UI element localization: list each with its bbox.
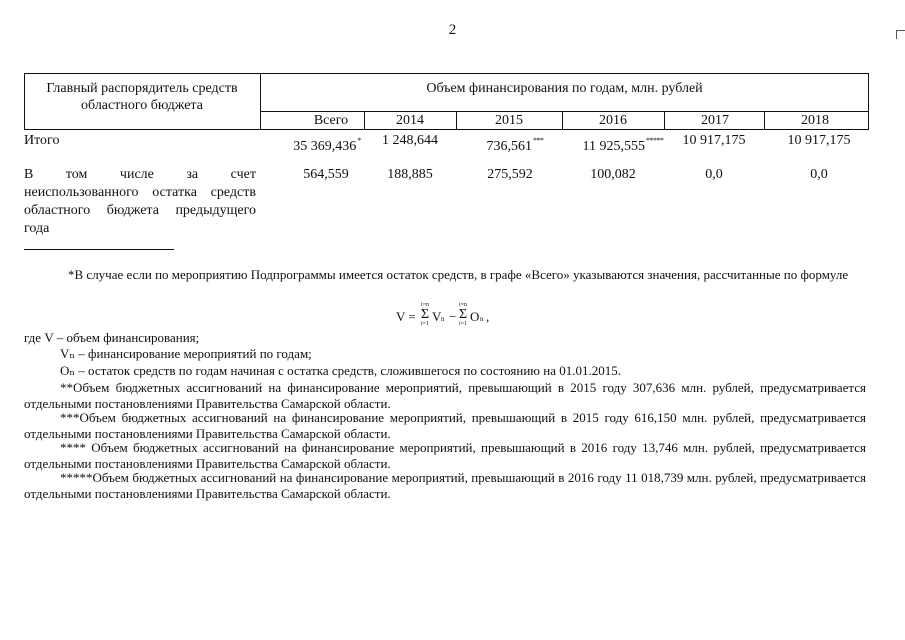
formula-lhs: V = <box>396 309 416 324</box>
row-total-2016: 11 925,555 <box>582 139 645 154</box>
vn-text: – финансирование мероприятий по годам; <box>78 346 312 361</box>
col-divider <box>664 111 665 129</box>
col-header-2018: 2018 <box>801 113 829 128</box>
sum-upper-limit: i=n <box>459 302 468 308</box>
footnote-1: *В случае если по мероприятию Подпрограммы имеется остаток средств, в графе «Всего» указываются значения, рассчитанные по формуле <box>68 267 849 282</box>
col-header-total: Всего <box>313 113 349 128</box>
col-header-2016: 2016 <box>599 113 627 128</box>
formula-o-sub: n <box>480 315 484 323</box>
row-incl-label: В том числе за счет неиспользованного остатка средств областного бюджета предыдущего года <box>24 167 256 236</box>
sum-lower-limit: i=1 <box>459 321 468 327</box>
row-total-cell <box>460 132 570 155</box>
header-distributor: Главный распорядитель средств областного бюджета <box>46 81 238 113</box>
table-top-border <box>24 73 869 74</box>
col-header-2017: 2017 <box>701 113 729 128</box>
footnote-5: *****Объем бюджетных ассигнований на финансирование мероприятий, превышающий в 2016 году 11 018,739 млн. рублей, предусматривается отдельными постановлениями Правительства Самарской области. <box>24 470 866 501</box>
sum-sign-icon: Σ <box>421 307 430 322</box>
sum-upper-limit: i=n <box>421 302 430 308</box>
on-text: – остаток средств по годам начиная с остатка средств, сложившегося по состоянию на 01.01.2015. <box>78 363 621 378</box>
formula-minus: − <box>449 309 457 324</box>
vn-symbol: Vₙ <box>60 346 76 361</box>
sum-sign-icon: Σ <box>459 307 468 322</box>
row-incl-2017: 0,0 <box>705 167 723 182</box>
col-divider <box>456 111 457 129</box>
formula-v-sub: n <box>441 315 445 323</box>
footnote-separator <box>24 249 174 250</box>
footnote-mark: * <box>357 136 361 145</box>
footnote-mark: *** <box>533 136 544 145</box>
formula-v: V <box>432 309 442 324</box>
vn-definition <box>60 346 312 362</box>
footnote-3: ***Объем бюджетных ассигнований на финансирование мероприятий, превышающий в 2015 году 616,150 млн. рублей, предусматривается отдельными постановлениями Правительства Самарской области. <box>24 410 866 441</box>
col-divider <box>562 111 563 129</box>
formula-tail: , <box>486 309 490 324</box>
col-header-2014: 2014 <box>396 113 424 128</box>
row-total-2017: 10 917,175 <box>682 133 746 148</box>
where-v: где V – объем финансирования; <box>24 330 200 345</box>
row-total-2018: 10 917,175 <box>787 133 851 148</box>
row-incl-2018: 0,0 <box>810 167 828 182</box>
formula-o: O <box>470 309 480 324</box>
row-total-label: Итого <box>24 133 60 148</box>
page-number: 2 <box>448 22 457 38</box>
table-header-bottom-border <box>24 129 869 130</box>
header-funding: Объем финансирования по годам, млн. рублей <box>426 81 703 96</box>
row-total-2015: 736,561 <box>486 139 532 154</box>
on-symbol: Oₙ <box>60 363 76 378</box>
col-header-2015: 2015 <box>495 113 523 128</box>
row-total-2014: 1 248,644 <box>382 133 438 148</box>
sum-lower-limit: i=1 <box>421 321 430 327</box>
footnote-2: **Объем бюджетных ассигнований на финансирование мероприятий, превышающий в 2015 году 307,636 млн. рублей, предусматривается отдельными постановлениями Правительства Самарской области. <box>24 380 866 411</box>
col-divider <box>764 111 765 129</box>
row-incl-2016: 100,082 <box>590 167 636 182</box>
row-incl-2015: 275,592 <box>487 167 533 182</box>
scan-corner-mark <box>896 30 905 39</box>
row-total-value: 35 369,436 <box>293 139 357 154</box>
row-incl-total: 564,559 <box>303 167 349 182</box>
footnote-4: **** Объем бюджетных ассигнований на финансирование мероприятий, превышающий в 2016 году 13,746 млн. рублей, предусматривается отдельными постановлениями Правительства Самарской области. <box>24 440 866 471</box>
on-definition <box>60 363 621 379</box>
footnote-mark: ***** <box>645 136 664 145</box>
row-incl-2014: 188,885 <box>387 167 433 182</box>
formula <box>396 302 516 328</box>
